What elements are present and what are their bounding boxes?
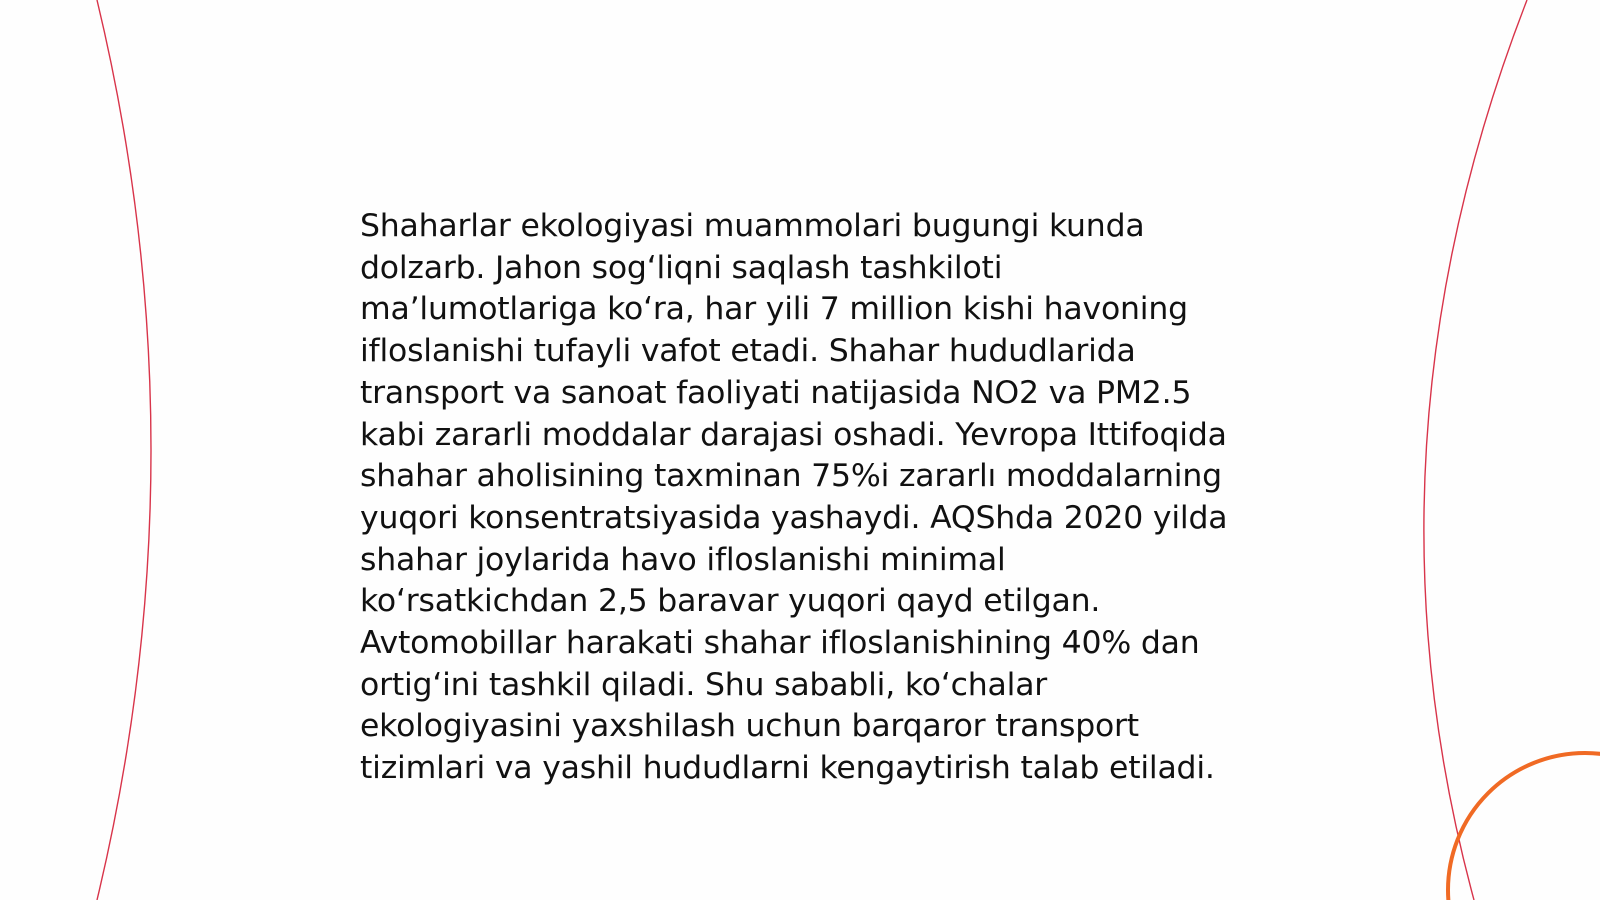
right-curve-line bbox=[1424, 0, 1527, 900]
accent-circle bbox=[1448, 753, 1600, 900]
body-paragraph: Shaharlar ekologiyasi muammolari bugungi kunda dolzarb. Jahon sog‘liqni saqlash tashkiloti ma’lumotlariga ko‘ra, har yili 7 million kishi havoning ifloslanishi tufayli vafot etadi. Shahar hududlarida transport va sanoat faoliyati natijasida NO2 va PM2.5 kabi zararli moddalar darajasi oshadi. Yevropa Ittifoqida shahar aholisining taxminan 75%i zararlı moddalarning yuqori konsentratsiyasida yashaydi. AQShda 2020 yilda shahar joylarida havo ifloslanishi minimal ko‘rsatkichdan 2,5 baravar yuqori qayd etilgan. Avtomobillar harakati shahar ifloslanishining 40% dan ortig‘ini tashkil qiladi. Shu sababli, ko‘chalar ekologiyasini yaxshilash uchun barqaror transport tizimlari va yashil hududlarni kengaytirish talab etiladi. bbox=[360, 208, 1228, 787]
left-curve-line bbox=[97, 0, 151, 900]
